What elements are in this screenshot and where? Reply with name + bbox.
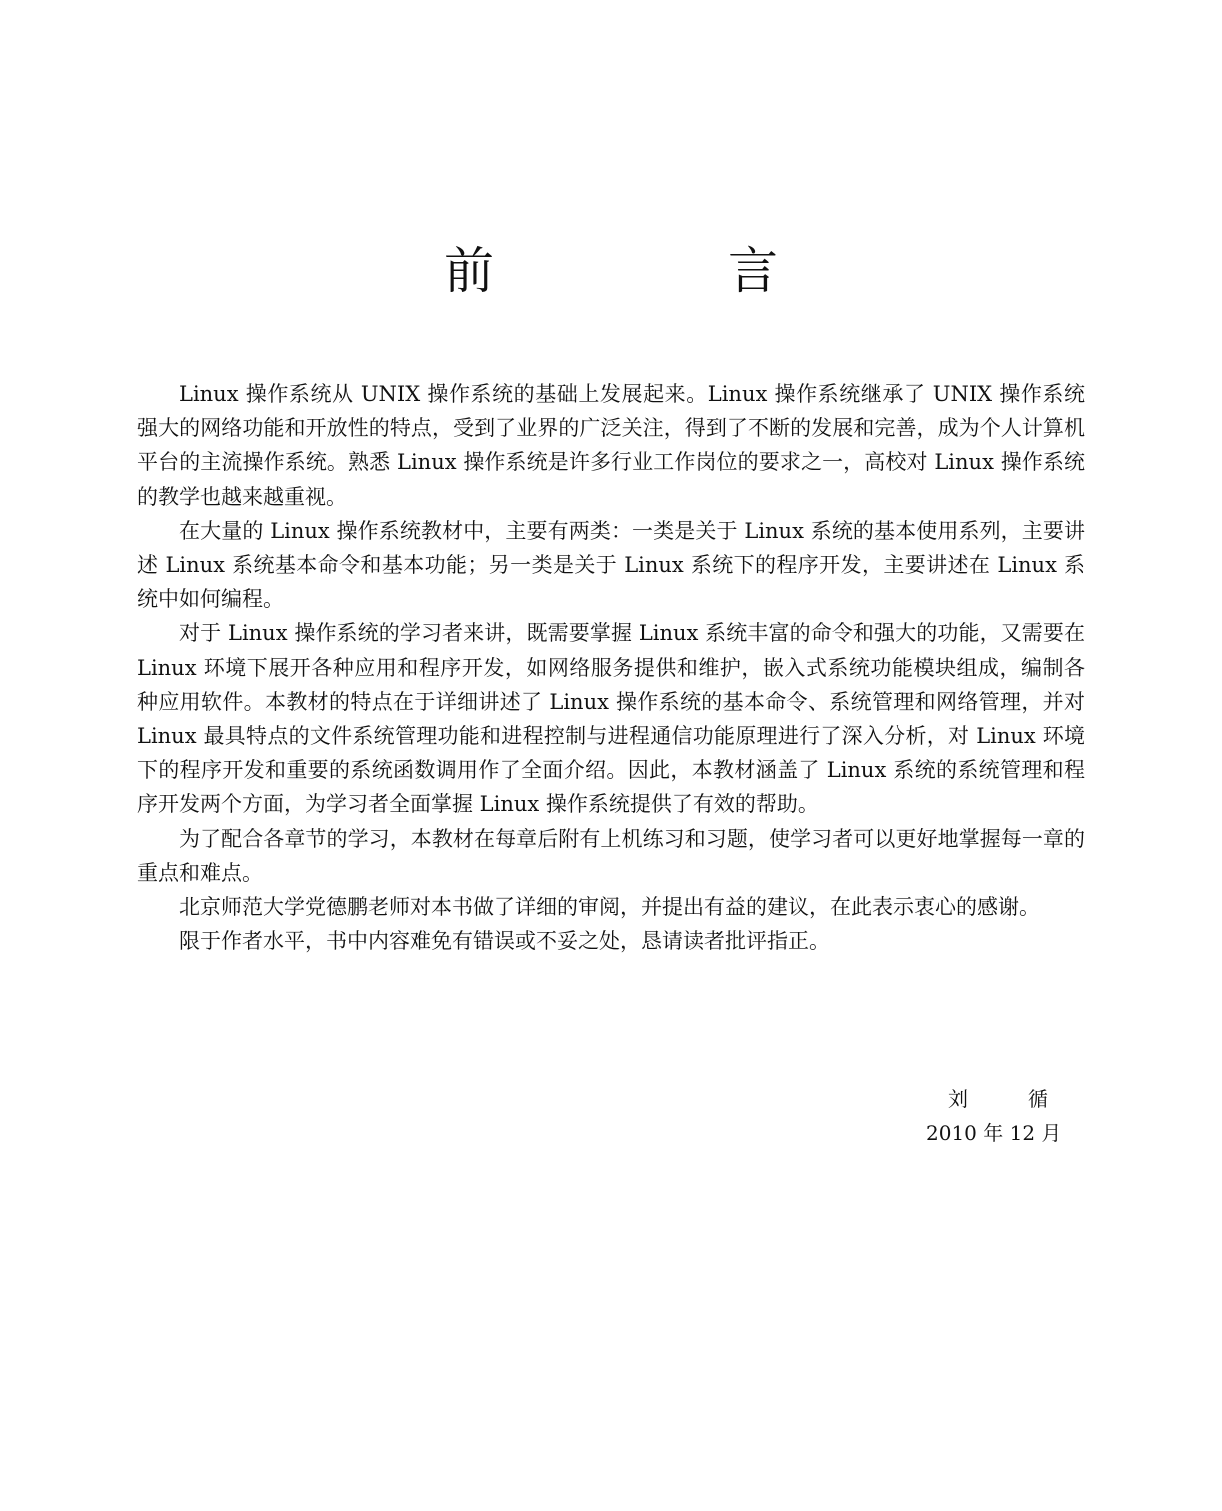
paragraph-6: 限于作者水平，书中内容难免有错误或不妥之处，恳请读者批评指正。	[179, 929, 830, 954]
signature-date: 2010 年 12 月	[926, 1121, 1062, 1145]
author-name: 刘 循	[948, 1087, 1068, 1111]
preface-body	[137, 377, 1085, 958]
paragraph-3: 对于 Linux 操作系统的学习者来讲，既需要掌握 Linux 系统丰富的命令和强大的功能，又需要在 Linux 环境下展开各种应用和程序开发，如网络服务提供和维护，嵌入式系统功能模块组成，编制各种应用软件。本教材的特点在于详细讲述了 Linux 操作系统的基本命令、系统管理和网络管理，并对 Linux 最具特点的文件系统管理功能和进程控制与进程通信功能原理进行了深入分析，对 Linux 环境下的程序开发和重要的系统函数调用作了全面介绍。因此，本教材涵盖了 Linux 系统的系统管理和程序开发两个方面，为学习者全面掌握 Linux 操作系统提供了有效的帮助。	[137, 621, 1085, 817]
paragraph-2: 在大量的 Linux 操作系统教材中，主要有两类：一类是关于 Linux 系统的基本使用系列，主要讲述 Linux 系统基本命令和基本功能；另一类是关于 Linux 系统下的程序开发，主要讲述在 Linux 系统中如何编程。	[137, 518, 1085, 612]
paragraph-5: 北京师范大学党德鹏老师对本书做了详细的审阅，并提出有益的建议，在此表示衷心的感谢。	[179, 895, 1040, 920]
paragraph-1: Linux 操作系统从 UNIX 操作系统的基础上发展起来。Linux 操作系统继承了 UNIX 操作系统强大的网络功能和开放性的特点，受到了业界的广泛关注，得到了不断的发展和完善，成为个人计算机平台的主流操作系统。熟悉 Linux 操作系统是许多行业工作岗位的要求之一，高校对 Linux 操作系统的教学也越来越重视。	[137, 382, 1085, 509]
signature-block	[900, 1082, 1070, 1150]
page-title: 前 言	[444, 242, 870, 300]
paragraph-4: 为了配合各章节的学习，本教材在每章后附有上机练习和习题，使学习者可以更好地掌握每一章的重点和难点。	[137, 826, 1085, 885]
